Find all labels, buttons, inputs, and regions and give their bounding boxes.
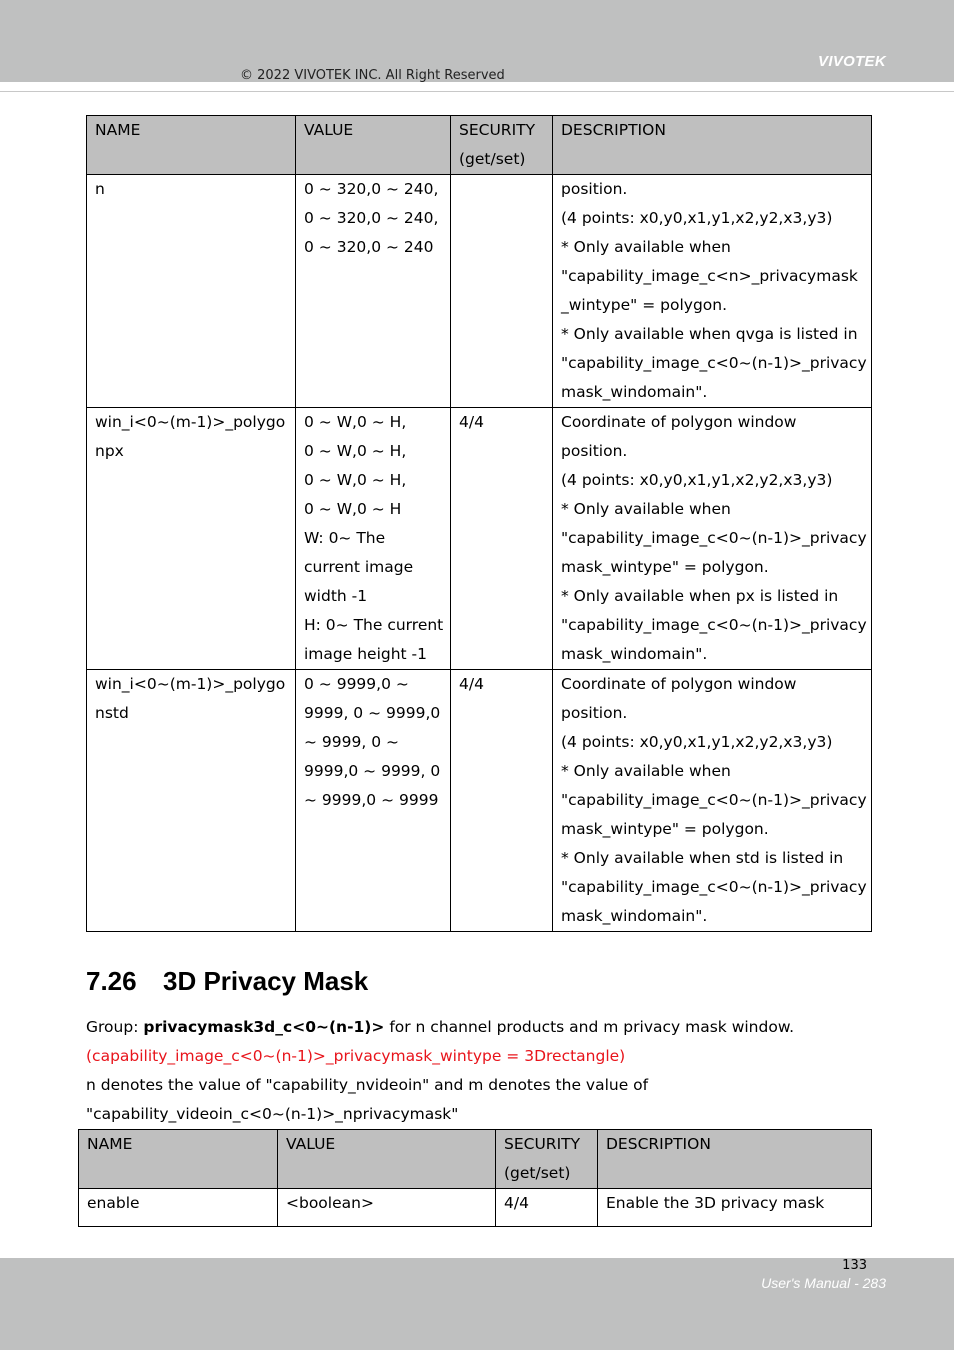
cell-line: "capability_image_c<0~(n-1)>_privacy xyxy=(561,529,867,547)
cell-line: 0 ~ W,0 ~ H, xyxy=(304,442,407,460)
cell-name xyxy=(87,408,296,670)
cell-line: ~ 9999, 0 ~ xyxy=(304,733,399,751)
cell-line: n xyxy=(95,180,105,198)
section-title: 3D Privacy Mask xyxy=(163,966,369,996)
section-heading xyxy=(86,966,368,997)
cell-line: _wintype" = polygon. xyxy=(561,296,728,314)
cell-line: Coordinate of polygon window xyxy=(561,413,797,431)
cell-value xyxy=(296,670,451,932)
cell-security: 4/4 xyxy=(451,408,553,670)
header-name: NAME xyxy=(87,116,296,175)
header-value: VALUE xyxy=(278,1130,496,1189)
cell-line: win_i<0~(m-1)>_polygo xyxy=(95,675,286,693)
cell-value xyxy=(296,408,451,670)
header-security-sub: (get/set) xyxy=(504,1164,571,1182)
cell-name: enable xyxy=(79,1189,278,1227)
cell-line: ~ 9999,0 ~ 9999 xyxy=(304,791,439,809)
cell-line: "capability_image_c<0~(n-1)>_privacy xyxy=(561,354,867,372)
cell-line: 0 ~ W,0 ~ H xyxy=(304,500,402,518)
footer-band xyxy=(0,1258,954,1350)
group-prefix: Group: xyxy=(86,1018,144,1036)
description-line: n denotes the value of "capability_nvideoin" and m denotes the value of xyxy=(86,1076,649,1094)
copyright-notice: © 2022 VIVOTEK INC. All Right Reserved xyxy=(240,68,505,83)
cell-line: 0 ~ W,0 ~ H, xyxy=(304,471,407,489)
cell-line: 0 ~ 320,0 ~ 240 xyxy=(304,238,434,256)
parameter-table xyxy=(78,1129,872,1227)
cell-line: 0 ~ W,0 ~ H, xyxy=(304,413,407,431)
cell-line: mask_windomain". xyxy=(561,645,708,663)
cell-line: * Only available when xyxy=(561,500,731,518)
header-security-label: SECURITY xyxy=(459,121,536,139)
table-row xyxy=(79,1189,872,1227)
table-row xyxy=(87,670,872,932)
cell-line: * Only available when qvga is listed in xyxy=(561,325,858,343)
table-row xyxy=(87,408,872,670)
manual-page-label: User's Manual - 283 xyxy=(761,1275,886,1291)
header-name: NAME xyxy=(79,1130,278,1189)
cell-line: position. xyxy=(561,704,628,722)
header-security-label: SECURITY xyxy=(504,1135,581,1153)
cell-line: "capability_image_c<0~(n-1)>_privacy xyxy=(561,791,867,809)
cell-line: position. xyxy=(561,180,628,198)
cell-line: (4 points: x0,y0,x1,y1,x2,y2,x3,y3) xyxy=(561,209,833,227)
cell-line: 9999, 0 ~ 9999,0 xyxy=(304,704,441,722)
header-description: DESCRIPTION xyxy=(553,116,872,175)
cell-description xyxy=(553,175,872,408)
cell-line: mask_wintype" = polygon. xyxy=(561,820,769,838)
header-security xyxy=(451,116,553,175)
cell-line: mask_windomain". xyxy=(561,907,708,925)
cell-line: * Only available when px is listed in xyxy=(561,587,839,605)
header-security xyxy=(496,1130,598,1189)
group-name: privacymask3d_c<0~(n-1)> xyxy=(143,1018,385,1036)
cell-line: 0 ~ 320,0 ~ 240, xyxy=(304,180,439,198)
cell-value: <boolean> xyxy=(278,1189,496,1227)
cell-line: 0 ~ 320,0 ~ 240, xyxy=(304,209,439,227)
cell-line: "capability_image_c<0~(n-1)>_privacy xyxy=(561,878,867,896)
group-suffix: for n channel products and m privacy mask window. xyxy=(384,1018,794,1036)
cell-security: 4/4 xyxy=(451,670,553,932)
header-divider xyxy=(0,91,954,92)
table-row xyxy=(87,175,872,408)
cell-line: * Only available when xyxy=(561,762,731,780)
parameter-table xyxy=(86,115,872,932)
cell-value xyxy=(296,175,451,408)
cell-line: npx xyxy=(95,442,124,460)
description-line: "capability_videoin_c<0~(n-1)>_nprivacymask" xyxy=(86,1105,459,1123)
cell-line: Coordinate of polygon window xyxy=(561,675,797,693)
capability-note: (capability_image_c<0~(n-1)>_privacymask_wintype = 3Drectangle) xyxy=(86,1047,626,1065)
cell-line: "capability_image_c<n>_privacymask xyxy=(561,267,858,285)
cell-line: current image xyxy=(304,558,414,576)
cell-name xyxy=(87,175,296,408)
cell-line: mask_wintype" = polygon. xyxy=(561,558,769,576)
cell-security xyxy=(451,175,553,408)
cell-description: Enable the 3D privacy mask xyxy=(598,1189,872,1227)
cell-line: width -1 xyxy=(304,587,368,605)
section-number: 7.26 xyxy=(86,966,137,996)
header-security-sub: (get/set) xyxy=(459,150,526,168)
cell-line: * Only available when std is listed in xyxy=(561,849,844,867)
cell-line: H: 0~ The current xyxy=(304,616,444,634)
header-value: VALUE xyxy=(296,116,451,175)
cell-line: nstd xyxy=(95,704,129,722)
table-header-row xyxy=(87,116,872,175)
group-line xyxy=(86,1013,794,1042)
cell-line: "capability_image_c<0~(n-1)>_privacy xyxy=(561,616,867,634)
table-header-row xyxy=(79,1130,872,1189)
brand-logo: VIVOTEK xyxy=(818,53,886,70)
header-description: DESCRIPTION xyxy=(598,1130,872,1189)
cell-line: 0 ~ 9999,0 ~ xyxy=(304,675,409,693)
cell-line: (4 points: x0,y0,x1,y1,x2,y2,x3,y3) xyxy=(561,733,833,751)
cell-line: * Only available when xyxy=(561,238,731,256)
page-number: 133 xyxy=(842,1258,867,1273)
cell-line: W: 0~ The xyxy=(304,529,386,547)
cell-line: mask_windomain". xyxy=(561,383,708,401)
cell-line: (4 points: x0,y0,x1,y1,x2,y2,x3,y3) xyxy=(561,471,833,489)
cell-security: 4/4 xyxy=(496,1189,598,1227)
cell-description xyxy=(553,670,872,932)
cell-line: image height -1 xyxy=(304,645,427,663)
cell-line: win_i<0~(m-1)>_polygo xyxy=(95,413,286,431)
cell-name xyxy=(87,670,296,932)
cell-line: position. xyxy=(561,442,628,460)
cell-description xyxy=(553,408,872,670)
cell-line: 9999,0 ~ 9999, 0 xyxy=(304,762,441,780)
